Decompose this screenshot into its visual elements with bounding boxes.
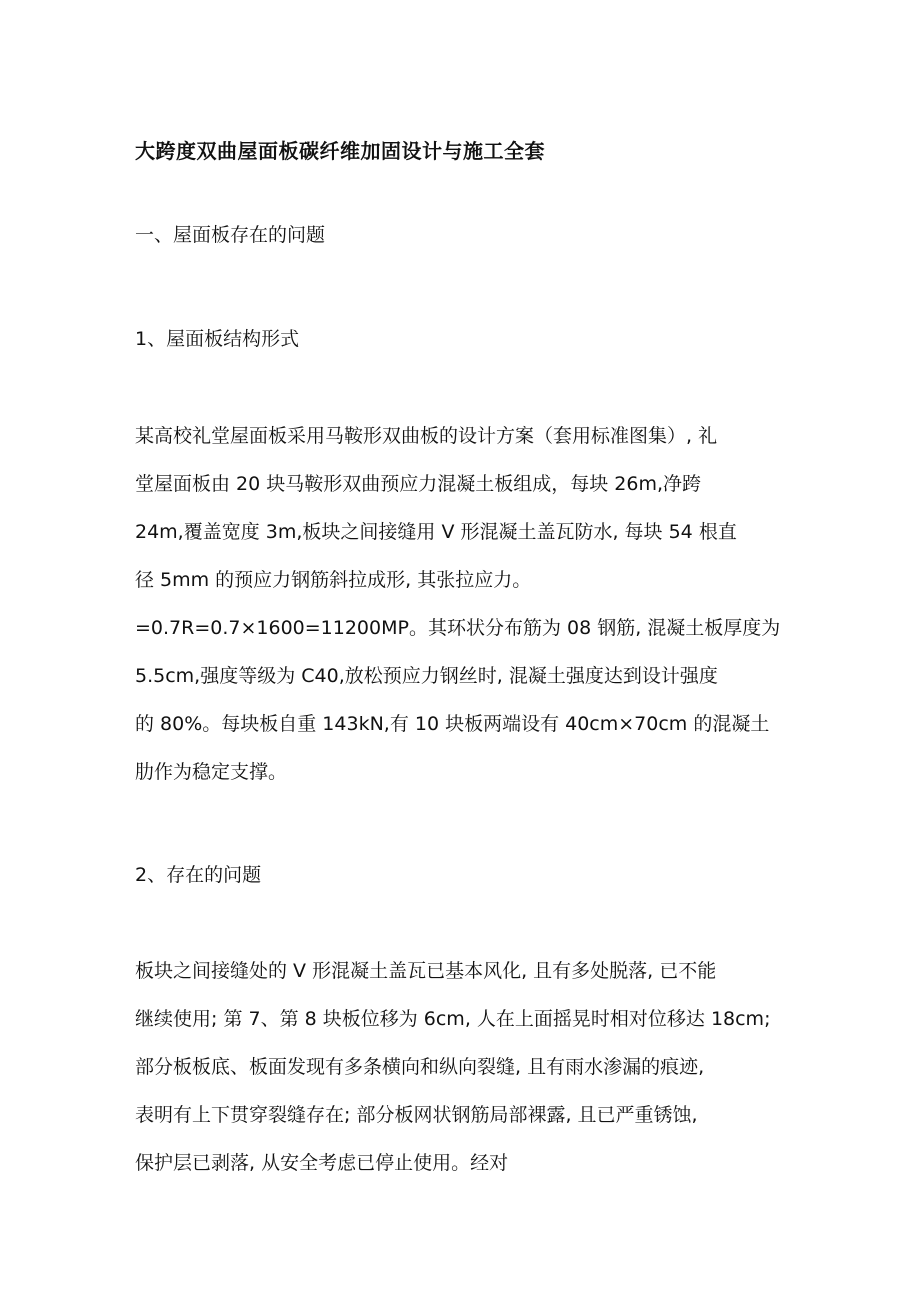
paragraph-line: 24m,覆盖宽度 3m,板块之间接缝用 V 形混凝土盖瓦防水, 每块 54 根直	[135, 521, 737, 543]
paragraph-line: 某高校礼堂屋面板采用马鞍形双曲板的设计方案（套用标准图集）, 礼	[135, 425, 718, 447]
paragraph-problems	[135, 947, 795, 1187]
paragraph-line: 径 5mm 的预应力钢筋斜拉成形, 其张拉应力。	[135, 569, 532, 591]
paragraph-structure	[135, 412, 795, 796]
paragraph-line: 部分板板底、板面发现有多条横向和纵向裂缝, 且有雨水渗漏的痕迹,	[135, 1056, 705, 1078]
document-title: 大跨度双曲屋面板碳纤维加固设计与施工全套	[135, 139, 545, 163]
subsection-heading-structure: 1、屋面板结构形式	[135, 328, 300, 350]
paragraph-line: 保护层已剥落, 从安全考虑已停止使用。经对	[135, 1152, 509, 1174]
paragraph-line: 肋作为稳定支撑。	[135, 761, 288, 783]
paragraph-line: 的 80%。每块板自重 143kN,有 10 块板两端设有 40cm×70cm 的混凝土	[135, 713, 770, 735]
section-heading: 一、屋面板存在的问题	[135, 224, 326, 246]
paragraph-line: 5.5cm,强度等级为 C40,放松预应力钢丝时, 混凝土强度达到设计强度	[135, 665, 718, 687]
paragraph-line: 继续使用; 第 7、第 8 块板位移为 6cm, 人在上面摇晃时相对位移达 18cm;	[135, 1008, 771, 1030]
paragraph-line: =0.7R=0.7×1600=11200MP。其环状分布筋为 08 钢筋, 混凝土板厚度为	[135, 617, 781, 639]
subsection-heading-problems: 2、存在的问题	[135, 864, 262, 886]
paragraph-line: 板块之间接缝处的 V 形混凝土盖瓦已基本风化, 且有多处脱落, 已不能	[135, 960, 717, 982]
paragraph-line: 堂屋面板由 20 块马鞍形双曲预应力混凝土板组成，每块 26m,净跨	[135, 473, 702, 495]
paragraph-line: 表明有上下贯穿裂缝存在; 部分板网状钢筋局部裸露, 且已严重锈蚀,	[135, 1104, 698, 1126]
